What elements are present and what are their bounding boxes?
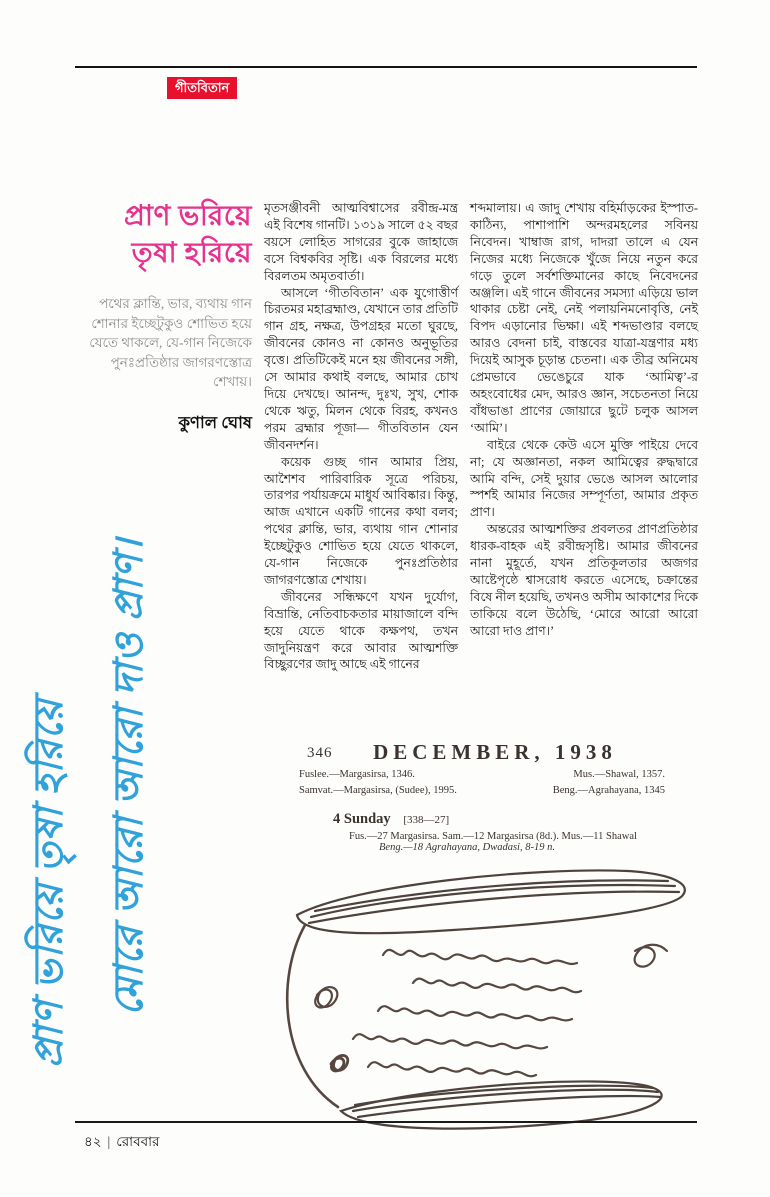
diary-calendar-row-1 (283, 766, 707, 782)
paragraph: অন্তরের আত্মশক্তির প্রবলতর প্রাণপ্রতিষ্ঠার ধারক-বাহক এই রবীন্দ্রসৃষ্টি। আমার জীবনের নানা মুহূর্তে, যখন প্রতিকূলতার অজগর আষ্টেপৃষ্ঠে শ্বাসরোধ করতে এসেছে, চক্রান্তের বিষে নীল হয়েছি, তখনও অসীম আকাশের দিকে তাকিয়ে বলে উঠেছি, ‘মোরে আরো আরো আরো দাও প্রাণ।’ (470, 522, 698, 638)
calendar-cell: Samvat.—Margasirsa, (Sudee), 1995. (299, 785, 457, 796)
paragraph: জীবনের সন্ধিক্ষণে যখন দুর্যোগ, বিভ্রান্তি, নেতিবাচকতার মায়াজালে বন্দি হয়ে যেতে থাকে কক্ষপথ, তখন জাদুনিয়ন্ত্রণ করে আবার আত্মশক্তি বিচ্ছুরণের জাদু আছে এই গানের (264, 589, 458, 672)
article-title-line1: প্রাণ ভরিয়ে (124, 201, 252, 232)
paragraph: কয়েক গুচ্ছ গান আমার প্রিয়, আশৈশব পারিবারিক সূত্রে পরিচয়, তারপর পর্যায়ক্রমে মাধুর্য আবিষ্কার। কিন্তু, আজ এখানে একটি গানের কথা বলব; পথের ক্লান্তি, ভার, ব্যথায় গান শোনার ইচ্ছেটুকুও শোভিত হয়ে যেতে থাকলে, যে-গান নিজেকে পুনঃপ্রতিষ্ঠার জাগরণস্তোত্র শেখায়। (264, 454, 458, 587)
article-header (70, 198, 252, 437)
calendar-cell: Fuslee.—Margasirsa, 1346. (299, 769, 415, 780)
article-title (70, 198, 252, 272)
top-rule (75, 66, 697, 68)
handwriting-scribbles (315, 987, 348, 1071)
diary-day-label: 4 Sunday (333, 811, 391, 827)
diary-month-title: DECEMBER, 1938 (373, 740, 617, 764)
diary-calendar-row-2 (283, 782, 707, 798)
article-author: কুণাল ঘোষ (178, 412, 252, 432)
diary-day-detail-1: Fus.—27 Margasirsa. Sam.—12 Margasirsa (8d.). Mus.—11 Shawal (349, 831, 637, 842)
blue-calligraphy-pullquote (26, 512, 243, 1068)
handwriting-top-loop (297, 870, 685, 933)
diary-day-heading (283, 811, 707, 828)
paragraph: আসলে ‘গীতবিতান’ এক যুগোত্তীর্ণ চিরতমর মহাব্রহ্মাণ্ড, যেখানে তার প্রতিটি গান গ্রহ, নক্ষত্র, উপগ্রহর মতো ঘুরছে, জীবনের কোনও না কোনও অনুভূতির বৃত্তে। প্রতিটিকেই মনে হয় জীবনের সঙ্গী, সে আমার কথাই বলছে, আমার চোখ দিয়ে দেখছে। আনন্দ, দুঃখ, সুখ, শোক থেকে ঋতু, মিলন থেকে বিরহ, কখনও পরম ব্রহ্মার পূজা— গীতবিতান যেন জীবনদর্শন। (264, 285, 458, 452)
handwriting-lines (353, 945, 667, 1076)
calligraphy-line-2: মোরে আরো আরো দাও প্রাণ। (106, 538, 151, 1016)
footer-page-number: ৪২ (84, 1134, 102, 1149)
diary-day-detail-2: Beng.—18 Agrahayana, Dwadasi, 8-19 n. (379, 842, 555, 853)
calendar-cell: Mus.—Shawal, 1357. (573, 769, 665, 780)
calligraphy-line-1: প্রাণ ভরিয়ে তৃষা হরিয়ে (26, 698, 71, 1068)
diary-scan (283, 740, 707, 1154)
section-tag: গীতবিতান (167, 77, 237, 99)
article-standfirst: পথের ক্লান্তি, ভার, ব্যথায় গান শোনার ইচ্ছেটুকুও শোভিত হয়ে যেতে থাকলে, যে-গান নিজেকে পুনঃপ্রতিষ্ঠার জাগরণস্তোত্র শেখায়। (89, 296, 252, 389)
paragraph: শব্দমালায়। এ জাদু শেখায় বহির্মাড়কের ইস্পাত-কাঠিন্য, পাশাপাশি অন্দরমহলের সবিনয় নিবেদন। খাম্বাজ রাগ, দাদরা তালে এ যেন নিজের মধ্যে নিজেকে খুঁজে নিয়ে নতুন করে গড়ে তুলে সর্বশক্তিমানের কাছে নিবেদনের অঞ্জলি। এই গানে জীবনের সমস্যা এড়িয়ে ভাল থাকার চেষ্টা নেই, নেই পলায়নিমনোবৃত্তি, নেই বিপদ এড়ানোর ভিক্ষা। এই শব্দভাণ্ডার বলছে আরও বেদনা চাই, বাস্তবের যাত্রা-যন্ত্রণার মধ্য দিয়েই আসুক চূড়ান্ত চেতনা। এক তীব্র অনিমেষ প্রেমভাবে ভেঙেচুরে যাক ‘আমিত্ব’-র অহংবোধের মেদ, আরও জ্ঞান, সচেতনতা নিয়ে বাঁধভাঙা প্রাণের জোয়ারে ছুটে চলুক আসল ‘আমি’। (470, 201, 698, 435)
footer-magazine-name: রোববার (116, 1134, 160, 1149)
footer-rule (75, 1121, 697, 1123)
footer-separator: | (107, 1134, 111, 1149)
diary-handwriting (283, 859, 707, 1149)
diary-day-range: [338—27] (403, 814, 450, 826)
calendar-cell: Beng.—Agrahayana, 1345 (552, 785, 665, 796)
paragraph: বাইরে থেকে কেউ এসে মুক্তি পাইয়ে দেবে না; যে অজ্ঞানতা, নকল আমিত্বের রুদ্ধদ্বারে আমি বন্দি, সেই দুয়ার ভেঙে আসল আলোর স্পর্শই আমার নিজের সম্পূর্ণতা, আমার প্রকৃত প্রাণ। (470, 437, 698, 520)
diary-page-number: 346 (307, 745, 333, 761)
paragraph: মৃতসঞ্জীবনী আত্মবিশ্বাসের রবীন্দ্র-মন্ত্র এই বিশেষ গানটি। ১৩১৯ সালে ৫২ বছর বয়সে লোহিত সাগরের বুকে জাহাজে বসে বিশ্বকবির সৃষ্টি। এক বিরলের মধ্যে বিরলতম অমৃতবার্তা। (264, 201, 458, 283)
article-title-line2: তৃষা হরিয়ে (131, 238, 252, 269)
diary-header (283, 740, 707, 766)
body-column-2 (470, 200, 698, 640)
page-footer (84, 1131, 159, 1154)
body-column-1 (264, 200, 458, 673)
